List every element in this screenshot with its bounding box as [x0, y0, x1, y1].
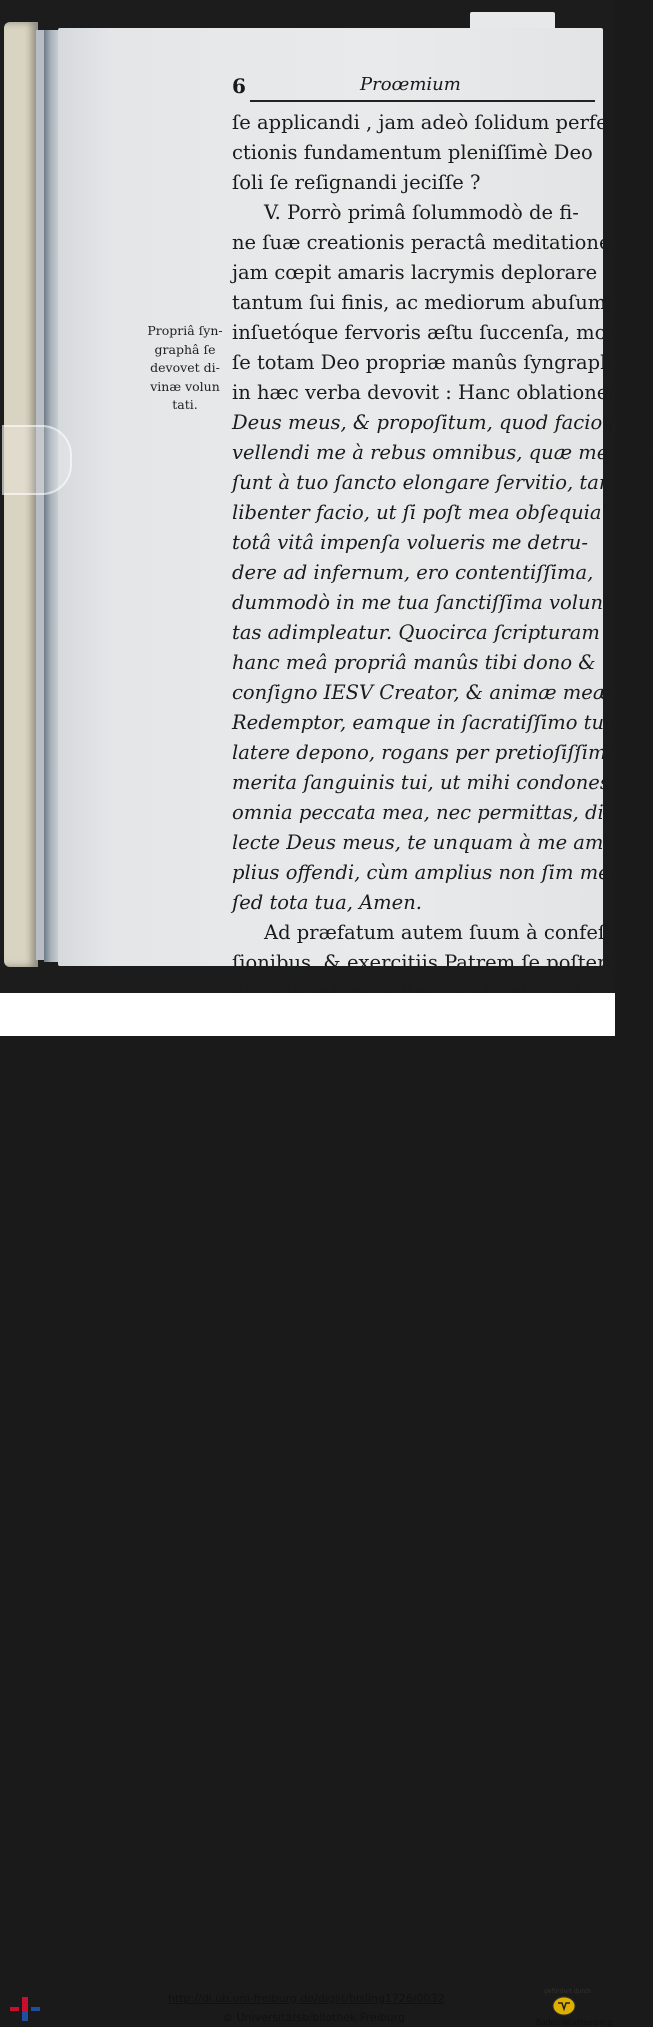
text-line: vellendi me à rebus omnibus, quæ me poſ- — [232, 441, 653, 464]
header-rule — [250, 100, 595, 102]
text-line: ſoli ſe reſignandi jeciſſe ? — [232, 171, 481, 194]
text-line: omnia peccata mea, nec permittas, di- — [232, 801, 611, 824]
margin-note — [140, 322, 230, 415]
text-line: Redemptor, eamque in ſacratiſſimo tuo — [232, 711, 616, 734]
text-line: latere depono, rogans per pretioſiſſima — [232, 741, 619, 764]
permalink[interactable]: http://dl.ub.uni-freiburg.de/diglit/bisling1726/0032 — [168, 1992, 445, 2005]
text-line: dere ad infernum, ero contentiſſima, — [232, 561, 594, 584]
text-line: plius offendi, cùm amplius non ſim mea, — [232, 861, 628, 884]
margin-note-line: Propriâ ſyn- — [147, 323, 223, 338]
margin-note-line: graphâ ſe — [154, 341, 216, 357]
text-line: hanc meâ propriâ manûs tibi dono & — [232, 651, 596, 674]
text-line: dummodò in me tua ſanctiſſima volun- — [232, 591, 610, 614]
text-line: ſe applicandi , jam adeò ſolidum perfe- — [232, 111, 615, 134]
page-clip — [2, 425, 72, 495]
text-line: Ad præfatum autem ſuum à confeſ- — [264, 921, 612, 944]
text-line: tas adimpleatur. Quocirca ſcripturam — [232, 621, 600, 644]
text-line: ſunt à tuo ſancto elongare ſervitio, tam — [232, 471, 618, 494]
margin-note-line: devovet di- — [150, 360, 220, 375]
text-line: Deus meus, & propoſitum, quod facio a- — [232, 411, 627, 434]
margin-note-line: vinæ volun — [150, 378, 220, 394]
text-line: totâ vitâ impenſa volueris me detru- — [232, 531, 588, 554]
margin-note-line: tati. — [172, 397, 198, 412]
library-logo-icon — [10, 1995, 40, 2023]
text-line: lecte Deus meus, te unquam à me am- — [232, 831, 611, 854]
text-line: ſed tota tua, Amen. — [232, 891, 422, 914]
copyright-notice: © Universitätsbibliothek Freiburg — [222, 2011, 405, 2024]
text-line: inſuetóque fervoris æſtu ſuccenſa, mox — [232, 321, 618, 344]
sponsor-prefix: gefördert durch — [544, 1988, 591, 1995]
text-line: tantum ſui finis, ac mediorum abuſum; — [232, 291, 613, 314]
body-text — [232, 108, 653, 1068]
text-line: V. Porrò primâ ſolummodò de fi- — [264, 201, 579, 224]
page-stack-shadow — [44, 30, 58, 962]
catchword: cum — [556, 1041, 598, 1064]
text-line: ſionibus, & exercitiis Patrem ſe poſtero — [232, 951, 619, 974]
sponsor-name: Baden-Württemberg — [536, 2018, 613, 2027]
text-line: merita ſanguinis tui, ut mihi condones — [232, 771, 610, 794]
text-line: in hæc verba devovit : Hanc oblationem — [232, 381, 627, 404]
text-line: ctionis fundamentum pleniſſimè Deo — [232, 141, 593, 164]
text-line: ſe totam Deo propriæ manûs ſyngraphâ — [232, 351, 625, 374]
state-seal-icon — [552, 1996, 576, 2016]
page-number: 6 — [232, 74, 246, 98]
text-line: ne ſuæ creationis peractâ meditatione, — [232, 231, 617, 254]
running-title: Proœmium — [360, 74, 461, 95]
text-line: jam cœpit amaris lacrymis deplorare — [232, 261, 598, 284]
text-line: conſigno IESV Creator, & animæ meæ — [232, 681, 612, 704]
page-stack-edge — [36, 30, 44, 960]
text-line: libenter facio, ut ſi poſt mea obſequia — [232, 501, 602, 524]
